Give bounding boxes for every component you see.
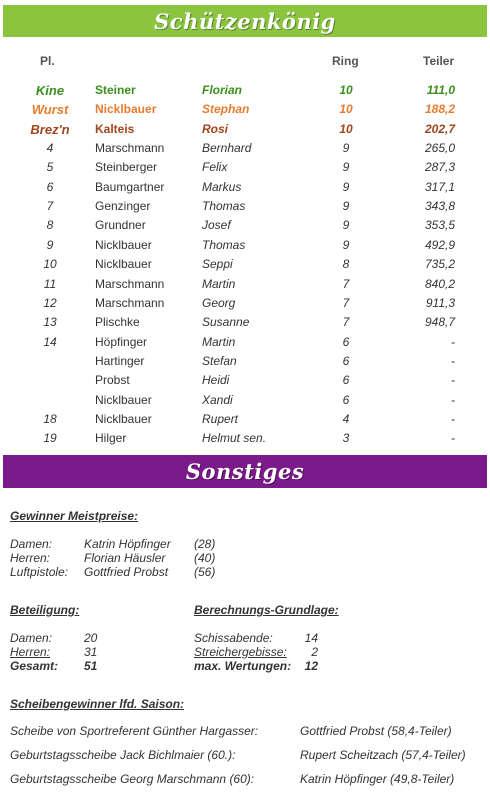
ring-cell: 9: [342, 218, 350, 233]
rank-cell: Kine: [35, 83, 65, 98]
scheibe-label: Geburtstagsscheibe Georg Marschmann (60):: [10, 772, 255, 786]
ring-cell: 9: [342, 141, 350, 156]
teiler-cell: 948,7: [424, 315, 455, 330]
gesamt-label: Gesamt:: [10, 659, 59, 673]
meistpreis-name: Katrin Höpfinger: [84, 537, 171, 551]
beteiligung-heading: Beteiligung:: [10, 603, 80, 617]
schiessabende-label: Schissabende:: [194, 631, 273, 645]
ring-cell: 9: [342, 160, 350, 175]
lastname-cell: Nicklbauer: [95, 237, 152, 252]
scheibe-winner: Rupert Scheitzach (57,4-Teiler): [300, 748, 466, 762]
teiler-cell: 265,0: [424, 141, 455, 156]
lastname-cell: Nicklbauer: [95, 392, 152, 407]
teiler-cell: -: [451, 334, 455, 349]
header-ring: Ring: [332, 54, 359, 68]
herren-value: 31: [84, 645, 98, 659]
lastname-cell: Nicklbauer: [95, 411, 152, 426]
rank-cell: 4: [46, 141, 54, 156]
meistpreis-label: Damen:: [10, 537, 53, 551]
rank-cell: 11: [43, 276, 57, 291]
ring-cell: 9: [342, 237, 350, 252]
ranking-row: [0, 180, 490, 199]
firstname-cell: Susanne: [202, 315, 250, 330]
damen-value: 20: [84, 631, 98, 645]
meistpreis-label: Luftpistole:: [10, 565, 69, 579]
firstname-cell: Helmut sen.: [202, 431, 267, 446]
teiler-cell: -: [451, 373, 455, 388]
ranking-row: [0, 218, 490, 237]
rank-cell: 7: [46, 199, 54, 214]
berechnung-heading: Berechnungs-Grundlage:: [194, 603, 339, 617]
teiler-cell: 911,3: [425, 295, 455, 310]
teiler-cell: -: [451, 392, 455, 407]
firstname-cell: Rupert: [202, 411, 239, 426]
ranking-row: [0, 83, 490, 102]
meistpreis-label: Herren:: [10, 551, 51, 565]
streicher-value: 2: [311, 645, 318, 659]
ring-cell: 10: [339, 102, 353, 117]
header-pl: Pl.: [40, 54, 55, 68]
lastname-cell: Plischke: [95, 315, 140, 330]
teiler-cell: 317,1: [424, 179, 455, 194]
streicher-row: [194, 645, 318, 659]
ranking-row: [0, 257, 490, 276]
firstname-cell: Josef: [202, 218, 231, 233]
meistpreis-name: Florian Häusler: [84, 551, 166, 565]
teiler-cell: -: [451, 411, 455, 426]
lastname-cell: Kalteis: [95, 121, 135, 136]
ring-cell: 3: [342, 431, 350, 446]
ranking-row: [0, 393, 490, 412]
teiler-cell: 492,9: [424, 237, 455, 252]
ranking-row: [0, 199, 490, 218]
rank-cell: 12: [43, 295, 57, 310]
meistpreis-value: (56): [194, 565, 216, 579]
firstname-cell: Bernhard: [202, 141, 252, 156]
teiler-cell: 202,7: [424, 121, 455, 136]
teiler-cell: -: [451, 431, 455, 446]
firstname-cell: Thomas: [202, 237, 246, 252]
ranking-row: [0, 335, 490, 354]
scheiben-heading: Scheibengewinner lfd. Saison:: [10, 697, 185, 711]
lastname-cell: Grundner: [95, 218, 146, 233]
firstname-cell: Thomas: [202, 199, 246, 214]
lastname-cell: Steiner: [95, 83, 136, 97]
firstname-cell: Martin: [202, 334, 236, 349]
max-wertungen-value: 12: [304, 659, 318, 673]
lastname-cell: Baumgartner: [95, 179, 165, 194]
meistpreis-value: (40): [194, 551, 216, 565]
streicher-label: Streichergebisse:: [194, 645, 287, 659]
ranking-row: [0, 354, 490, 373]
scheibe-label: Scheibe von Sportreferent Günther Hargasser:: [10, 724, 259, 738]
ring-cell: 7: [342, 276, 350, 291]
firstname-cell: Stefan: [202, 353, 237, 368]
teiler-cell: 111,0: [426, 83, 455, 97]
teiler-cell: 353,5: [424, 218, 455, 233]
firstname-cell: Stephan: [202, 102, 250, 117]
rank-cell: Brez'n: [30, 121, 70, 137]
meistpreise-heading: Gewinner Meistpreise:: [10, 509, 139, 523]
lastname-cell: Marschmann: [95, 295, 165, 310]
firstname-cell: Felix: [202, 160, 228, 175]
firstname-cell: Markus: [202, 179, 242, 194]
lastname-cell: Marschmann: [95, 141, 165, 156]
ranking-row: [0, 160, 490, 179]
teiler-cell: 287,3: [424, 160, 455, 175]
rank-cell: 10: [43, 257, 57, 272]
header-teiler: Teiler: [423, 54, 455, 68]
ring-cell: 7: [342, 295, 350, 310]
firstname-cell: Martin: [202, 276, 236, 291]
firstname-cell: Rosi: [202, 121, 229, 136]
lastname-cell: Steinberger: [95, 160, 158, 175]
teiler-cell: -: [451, 353, 455, 368]
scheibe-winner: Gottfried Probst (58,4-Teiler): [300, 724, 452, 738]
rank-cell: 6: [46, 179, 54, 194]
teiler-cell: 840,2: [424, 276, 455, 291]
damen-label: Damen:: [10, 631, 53, 645]
meistpreis-value: (28): [194, 537, 216, 551]
firstname-cell: Georg: [202, 295, 236, 310]
lastname-cell: Hilger: [95, 431, 127, 446]
lastname-cell: Höpfinger: [95, 334, 148, 349]
ranking-row: [0, 141, 490, 160]
ranking-row: [0, 431, 490, 450]
ranking-row: [0, 102, 490, 121]
max-wertungen-label: max. Wertungen:: [194, 659, 292, 673]
firstname-cell: Heidi: [202, 373, 230, 388]
lastname-cell: Nicklbauer: [95, 257, 152, 272]
ring-cell: 9: [342, 199, 350, 214]
ring-cell: 4: [342, 411, 350, 426]
rank-cell: 19: [43, 431, 57, 446]
sonstiges-banner: Sonstiges: [3, 455, 487, 488]
scheibe-label: Geburtstagsscheibe Jack Bichlmaier (60.):: [10, 748, 236, 762]
firstname-cell: Florian: [202, 83, 243, 97]
lastname-cell: Nicklbauer: [95, 102, 157, 117]
rank-cell: 5: [46, 160, 54, 175]
rank-cell: 14: [43, 334, 57, 349]
ranking-row: [0, 373, 490, 392]
herren-row: [10, 645, 98, 659]
teiler-cell: 188,2: [424, 102, 455, 117]
teiler-cell: 343,8: [424, 199, 455, 214]
ring-cell: 6: [342, 353, 350, 368]
schiessabende-value: 14: [304, 631, 318, 645]
ring-cell: 6: [342, 373, 350, 388]
lastname-cell: Marschmann: [95, 276, 165, 291]
lastname-cell: Genzinger: [95, 199, 151, 214]
schuetzenkoenig-banner: Schützenkönig: [3, 5, 487, 37]
ranking-row: [0, 296, 490, 315]
ring-cell: 10: [339, 121, 353, 136]
rank-cell: 13: [43, 315, 57, 330]
firstname-cell: Seppi: [202, 257, 233, 272]
ranking-row: [0, 277, 490, 296]
rank-cell: 8: [46, 218, 54, 233]
ring-cell: 9: [342, 179, 350, 194]
scheibe-winner: Katrin Höpfinger (49,8-Teiler): [300, 772, 455, 786]
ring-cell: 8: [342, 257, 350, 272]
rank-cell: Wurst: [31, 102, 69, 118]
teiler-cell: 735,2: [424, 257, 455, 272]
ranking-row: [0, 238, 490, 257]
ring-cell: 7: [342, 315, 350, 330]
gesamt-value: 51: [84, 659, 98, 673]
ranking-row: [0, 122, 490, 141]
lastname-cell: Probst: [95, 373, 130, 388]
lastname-cell: Hartinger: [95, 353, 145, 368]
rank-cell: 18: [43, 411, 57, 426]
ring-cell: 6: [342, 392, 350, 407]
ring-cell: 10: [339, 83, 353, 97]
ranking-row: [0, 412, 490, 431]
herren-label: Herren:: [10, 645, 51, 659]
meistpreis-name: Gottfried Probst: [84, 565, 169, 579]
ranking-row: [0, 315, 490, 334]
firstname-cell: Xandi: [202, 392, 233, 407]
ring-cell: 6: [342, 334, 350, 349]
rank-cell: 9: [46, 237, 54, 252]
